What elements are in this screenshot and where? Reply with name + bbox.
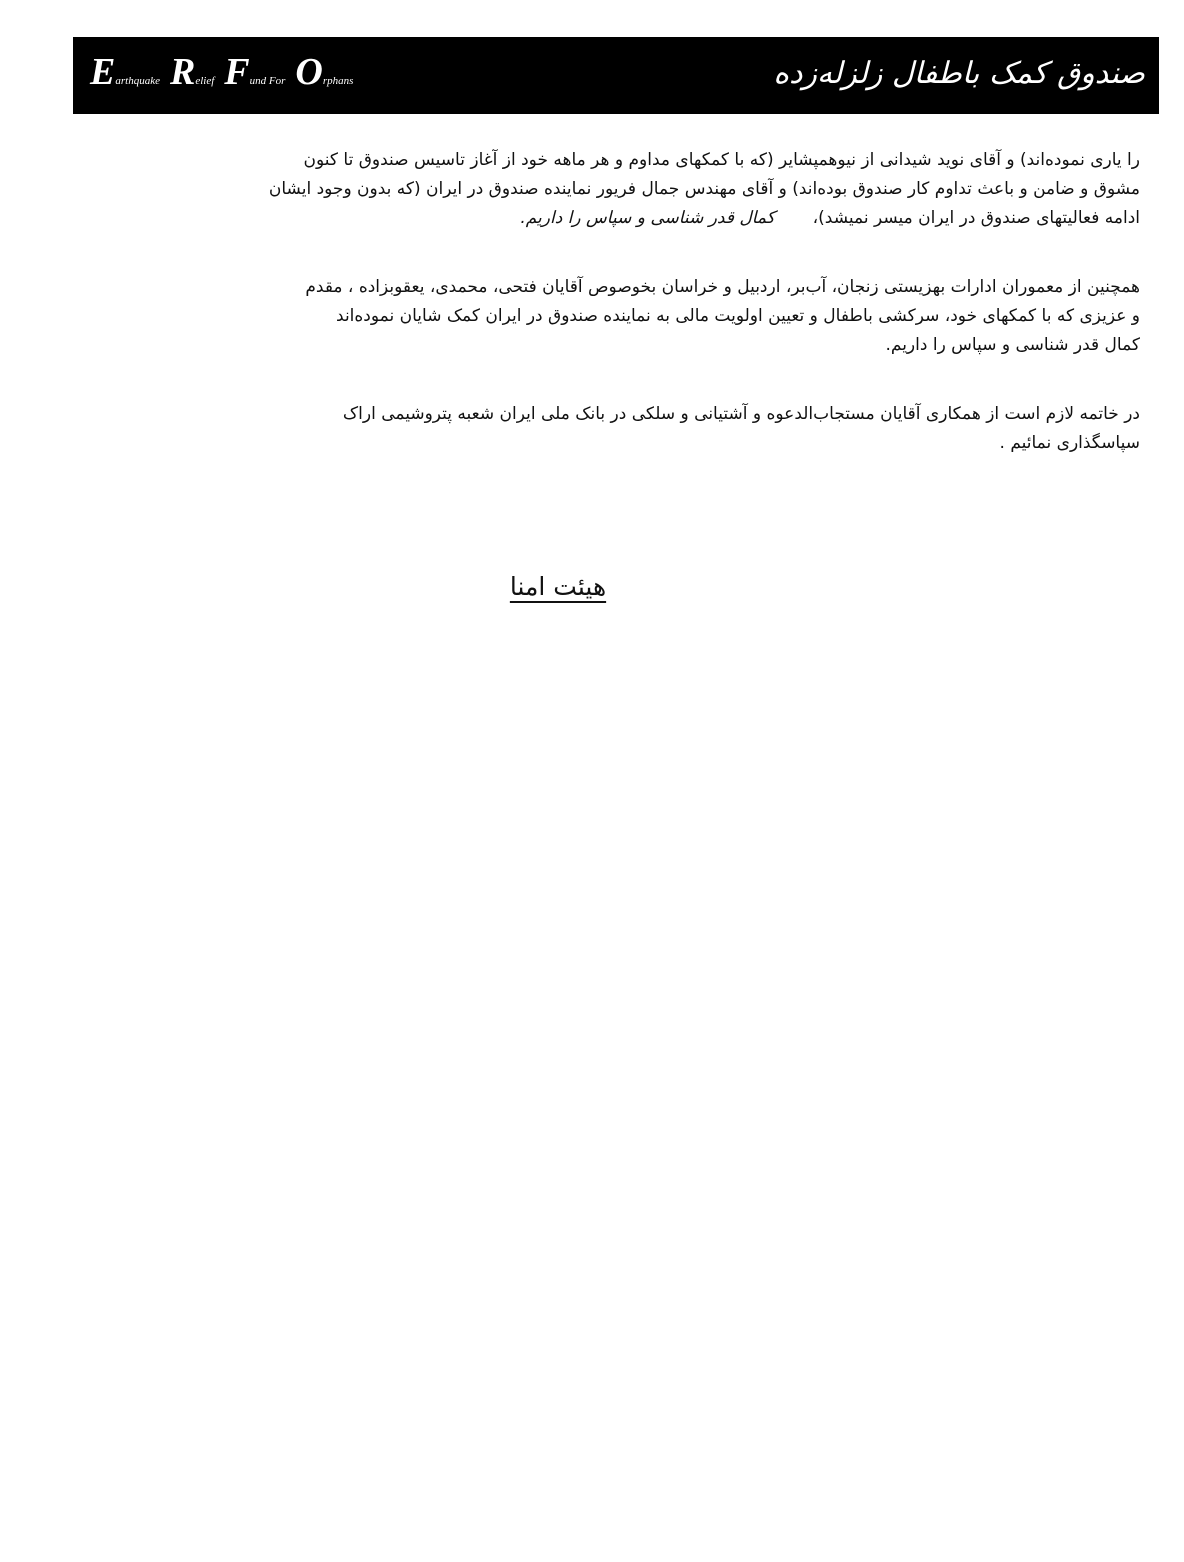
org-name-persian: صندوق کمک باطفال زلزله‌زده — [773, 56, 1145, 91]
paragraph-line — [150, 204, 1140, 233]
paragraph-line: در خاتمه لازم است از همکاری آقایان مستجاب‌الدعوه و آشتیانی و سلکی در بانک ملی ایران شعبه پتروشیمی اراک — [342, 404, 1140, 424]
paragraph-line: مشوق و ضامن و باعث تداوم کار صندوق بوده‌اند) و آقای مهندس جمال فریور نماینده صندوق در ایران (که بدون وجود ایشان — [268, 179, 1140, 199]
org-name-initial-o: O — [295, 51, 323, 93]
paragraph-line: همچنین از معموران ادارات بهزیستی زنجان، آب‌بر، اردبیل و خراسان بخوصوص آقایان فتحی، محمدی، یعقوبزاده ، مقدم — [305, 277, 1140, 297]
paragraph-line: سپاسگذاری نمائیم . — [999, 433, 1140, 453]
board-of-trustees-signature: هیئت امنا — [509, 572, 607, 601]
paragraph-line-text: ادامه فعالیتهای صندوق در ایران میسر نمیشد)، — [812, 208, 1140, 228]
org-name-word-earthquake: arthquake — [115, 75, 160, 87]
org-name-word-orphans: rphans — [322, 75, 354, 87]
paragraph-thanks-bank — [150, 400, 1140, 458]
gratitude-phrase-italic: کمال قدر شناسی و سپاس را داریم. — [520, 208, 775, 228]
org-name-initial-e: E — [90, 51, 116, 93]
org-name-english — [90, 47, 363, 97]
letter-body — [150, 146, 1140, 498]
org-name-word-fund-for: und For — [249, 75, 286, 87]
org-name-initial-f: F — [224, 51, 250, 93]
org-name-word-relief: elief — [195, 75, 215, 87]
paragraph-line: و عزیزی که با کمکهای خود، سرکشی باطفال و تعیین اولویت مالی به نماینده صندوق در ایران کمک شایان نموده‌اند — [336, 306, 1140, 326]
paragraph-thanks-individuals — [150, 146, 1140, 233]
letterhead-banner — [73, 37, 1159, 114]
paragraph-line: کمال قدر شناسی و سپاس را داریم. — [885, 335, 1140, 355]
paragraph-line: را یاری نموده‌اند) و آقای نوید شیدانی از نیوهمپشایر (که با کمکهای مداوم و هر ماهه خود از آغاز تاسیس صندوق تا کنون — [303, 150, 1140, 170]
org-name-initial-r: R — [169, 51, 196, 93]
paragraph-thanks-welfare-offices — [150, 273, 1140, 360]
